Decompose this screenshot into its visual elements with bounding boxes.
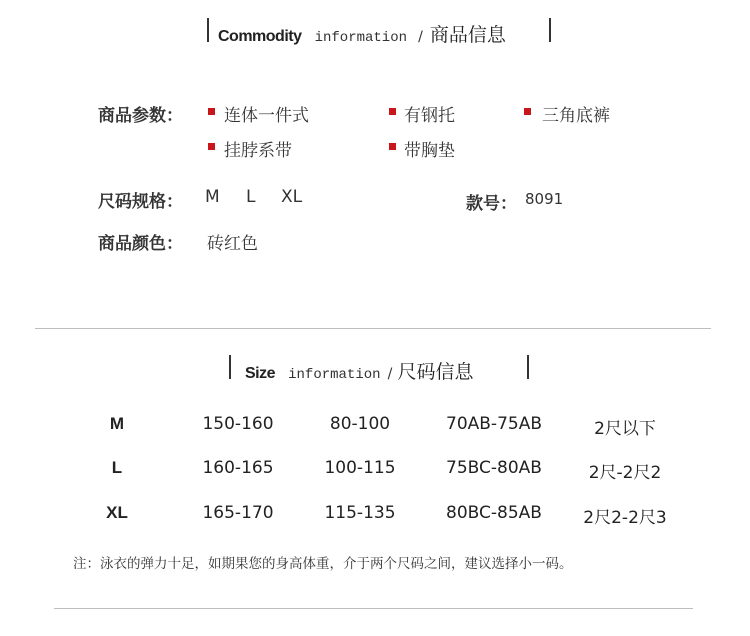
header-right-bar: [549, 18, 551, 42]
feature-2: 有钢托: [404, 106, 455, 126]
header-right-bar: [527, 355, 529, 379]
table-cell-waist: 2尺2-2尺3: [583, 508, 667, 528]
table-cell-weight: 115-135: [324, 503, 396, 523]
size-header: [245, 357, 473, 384]
table-cell-size: L: [111, 458, 123, 477]
color-value: 砖红色: [207, 234, 258, 254]
size-header-bold: Size: [245, 365, 276, 382]
model-label: 款号：: [466, 194, 517, 214]
bullet-icon: [208, 143, 215, 150]
params-label: 商品参数：: [98, 106, 183, 126]
table-cell-cup: 80BC-85AB: [446, 503, 542, 523]
feature-4: 挂脖系带: [224, 141, 292, 161]
table-cell-size: XL: [106, 503, 128, 522]
model-value: 8091: [525, 190, 564, 208]
commodity-header-cn: 商品信息: [429, 24, 506, 46]
table-cell-height: 160-165: [202, 458, 274, 478]
size-note: 注：泳衣的弹力十足，如期果您的身高体重，介于两个尺码之间，建议选择小一码。: [73, 556, 573, 572]
table-cell-size: M: [109, 414, 125, 433]
feature-5: 带胸垫: [404, 141, 455, 161]
bullet-icon: [208, 108, 215, 115]
bullet-icon: [389, 143, 396, 150]
divider: [54, 608, 693, 609]
size-spec-l: L: [246, 187, 256, 207]
divider: [35, 328, 711, 329]
commodity-header-en: information: [314, 30, 408, 46]
table-cell-weight: 100-115: [324, 458, 396, 478]
feature-1: 连体一件式: [224, 106, 309, 126]
size-header-cn: 尺码信息: [397, 361, 474, 383]
header-left-bar: [229, 355, 231, 379]
table-cell-waist: 2尺以下: [594, 419, 656, 439]
commodity-header-slash: /: [418, 29, 423, 45]
header-left-bar: [207, 18, 209, 42]
bullet-icon: [389, 108, 396, 115]
feature-3: 三角底裤: [542, 106, 610, 126]
table-cell-weight: 80-100: [329, 414, 391, 434]
size-spec-xl: XL: [281, 187, 303, 207]
bullet-icon: [524, 108, 531, 115]
table-cell-cup: 75BC-80AB: [446, 458, 542, 478]
table-cell-cup: 70AB-75AB: [446, 414, 542, 434]
color-label: 商品颜色：: [98, 234, 183, 254]
sizes-spec-label: 尺码规格：: [98, 192, 183, 212]
size-header-slash: /: [387, 366, 393, 382]
table-cell-height: 150-160: [202, 414, 274, 434]
size-header-en: information: [288, 367, 381, 383]
table-cell-waist: 2尺-2尺2: [588, 463, 662, 483]
size-spec-m: M: [205, 187, 220, 207]
commodity-header-bold: Commodity: [218, 28, 302, 45]
table-cell-height: 165-170: [202, 503, 274, 523]
commodity-header: [218, 20, 506, 47]
